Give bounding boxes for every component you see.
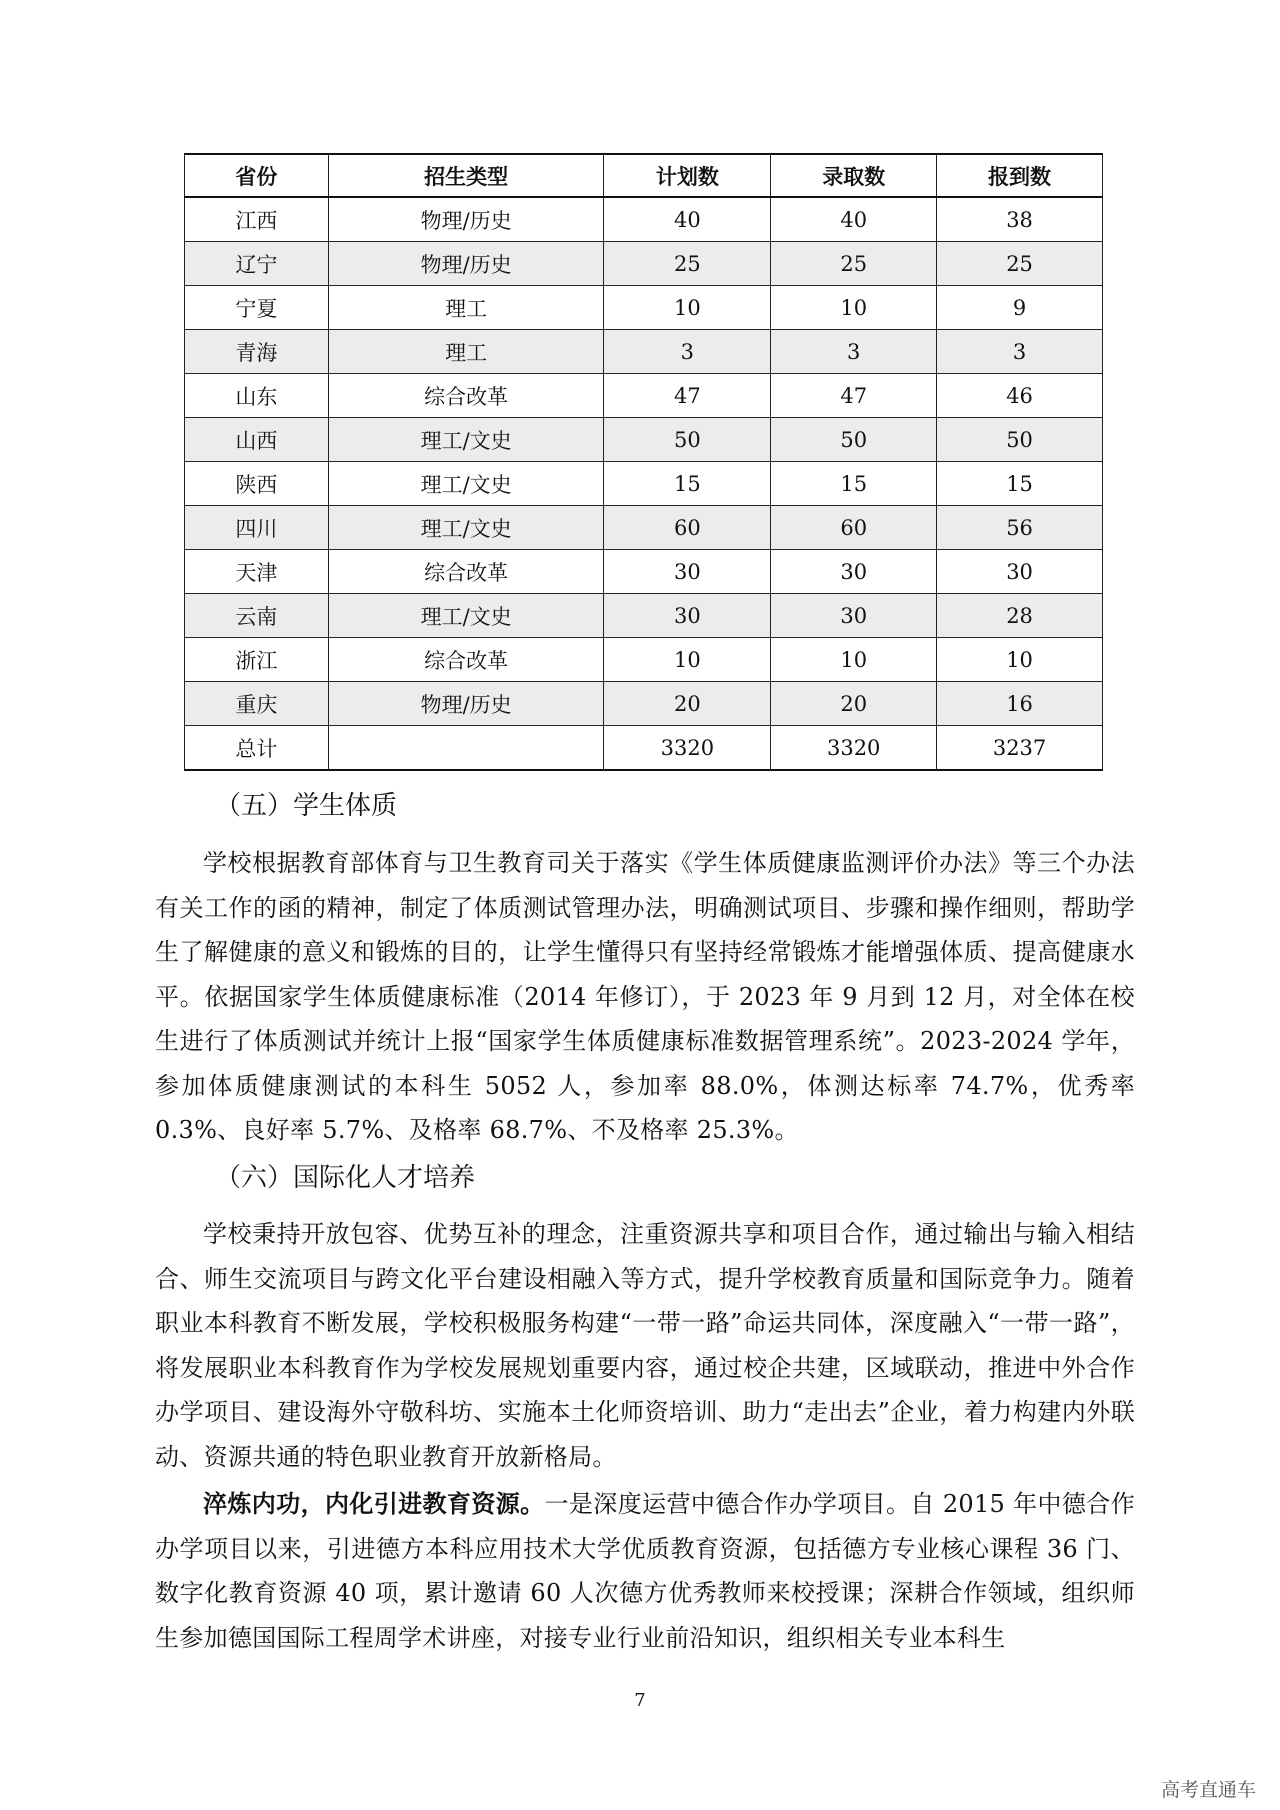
cell-type: 理工/文史 <box>328 506 604 550</box>
cell-plan: 15 <box>604 462 771 506</box>
cell-plan: 3 <box>604 330 771 374</box>
cell-province: 总计 <box>185 726 329 771</box>
cell-plan: 47 <box>604 374 771 418</box>
cell-province: 山东 <box>185 374 329 418</box>
cell-plan: 30 <box>604 550 771 594</box>
cell-admitted: 25 <box>771 242 937 286</box>
cell-admitted: 10 <box>771 638 937 682</box>
cell-province: 宁夏 <box>185 286 329 330</box>
cell-type: 物理/历史 <box>328 682 604 726</box>
cell-admitted: 30 <box>771 550 937 594</box>
cell-province: 辽宁 <box>185 242 329 286</box>
table-row <box>185 418 1103 462</box>
paragraph-international: 学校秉持开放包容、优势互补的理念，注重资源共享和项目合作，通过输出与输入相结合、师生交流项目与跨文化平台建设相融入等方式，提升学校教育质量和国际竞争力。随着职业本科教育不断发展，学校积极服务构建“一带一路”命运共同体，深度融入“一带一路”，将发展职业本科教育作为学校发展规划重要内容，通过校企共建，区域联动，推进中外合作办学项目、建设海外守敬科坊、实施本土化师资培训、助力“走出去”企业，着力构建内外联动、资源共通的特色职业教育开放新格局。 <box>155 1220 1135 1471</box>
table-row <box>185 550 1103 594</box>
cell-province: 重庆 <box>185 682 329 726</box>
cell-province: 云南 <box>185 594 329 638</box>
table-row <box>185 682 1103 726</box>
cell-registered: 9 <box>937 286 1103 330</box>
cell-province: 浙江 <box>185 638 329 682</box>
cell-type: 理工 <box>328 330 604 374</box>
cell-registered: 30 <box>937 550 1103 594</box>
cell-plan: 60 <box>604 506 771 550</box>
cell-plan: 10 <box>604 286 771 330</box>
cell-plan: 40 <box>604 197 771 242</box>
cell-type: 理工 <box>328 286 604 330</box>
cell-registered: 10 <box>937 638 1103 682</box>
cell-plan: 10 <box>604 638 771 682</box>
header-type: 招生类型 <box>328 154 604 197</box>
cell-admitted: 15 <box>771 462 937 506</box>
section-heading-physique: （五）学生体质 <box>215 791 398 821</box>
cell-province: 山西 <box>185 418 329 462</box>
cell-type: 理工/文史 <box>328 462 604 506</box>
cell-registered: 25 <box>937 242 1103 286</box>
table-header-row <box>185 154 1103 197</box>
cell-type: 物理/历史 <box>328 242 604 286</box>
header-registered: 报到数 <box>937 154 1103 197</box>
table-row <box>185 594 1103 638</box>
cell-type <box>328 726 604 771</box>
cell-province: 陕西 <box>185 462 329 506</box>
header-province: 省份 <box>185 154 329 197</box>
cell-admitted: 47 <box>771 374 937 418</box>
header-admitted: 录取数 <box>771 154 937 197</box>
table-row <box>185 197 1103 242</box>
cell-province: 江西 <box>185 197 329 242</box>
cell-admitted: 50 <box>771 418 937 462</box>
cell-registered: 15 <box>937 462 1103 506</box>
table-row <box>185 242 1103 286</box>
cell-plan: 30 <box>604 594 771 638</box>
cell-plan: 3320 <box>604 726 771 771</box>
paragraph-physique: 学校根据教育部体育与卫生教育司关于落实《学生体质健康监测评价办法》等三个办法有关工作的函的精神，制定了体质测试管理办法，明确测试项目、步骤和操作细则，帮助学生了解健康的意义和锻炼的目的，让学生懂得只有坚持经常锻炼才能增强体质、提高健康水平。依据国家学生体质健康标准（2014 年修订），于 2023 年 9 月到 12 月，对全体在校生进行了体质测试并统计上报“国家学生体质健康标准数据管理系统”。2023-2024 学年，参加体质健康测试的本科生 5052 人，参加率 88.0%，体测达标率 74.7%，优秀率 0.3%、良好率 5.7%、及格率 68.7%、不及格率 25.3%。 <box>155 849 1135 1144</box>
cell-admitted: 60 <box>771 506 937 550</box>
cell-plan: 50 <box>604 418 771 462</box>
page-number: 7 <box>634 1690 646 1711</box>
cell-registered: 38 <box>937 197 1103 242</box>
cell-admitted: 20 <box>771 682 937 726</box>
watermark: 高考直通车 <box>1160 1779 1256 1801</box>
table-row <box>185 330 1103 374</box>
cell-admitted: 40 <box>771 197 937 242</box>
table-row <box>185 506 1103 550</box>
cell-province: 天津 <box>185 550 329 594</box>
cell-plan: 20 <box>604 682 771 726</box>
paragraph-body: 一是深度运营中德合作办学项目。自 2015 年中德合作办学项目以来，引进德方本科应用技术大学优质教育资源，包括德方专业核心课程 36 门、数字化教育资源 40 项，累计邀请 60 人次德方优秀教师来校授课；深耕合作领域，组织师生参加德国国际工程周学术讲座，对接专业行业前沿知识，组织相关专业本科生 <box>155 1490 1136 1652</box>
table-row <box>185 462 1103 506</box>
paragraph-lead: 淬炼内功，内化引进教育资源。 <box>203 1489 545 1518</box>
paragraph-resources <box>155 1482 1135 1660</box>
cell-type: 综合改革 <box>328 638 604 682</box>
cell-type: 物理/历史 <box>328 197 604 242</box>
cell-registered: 56 <box>937 506 1103 550</box>
cell-registered: 3237 <box>937 726 1103 771</box>
enrollment-table <box>184 153 1103 771</box>
cell-type: 理工/文史 <box>328 418 604 462</box>
cell-province: 四川 <box>185 506 329 550</box>
cell-admitted: 30 <box>771 594 937 638</box>
cell-admitted: 3320 <box>771 726 937 771</box>
section-heading-international: （六）国际化人才培养 <box>215 1163 476 1193</box>
cell-registered: 46 <box>937 374 1103 418</box>
cell-type: 综合改革 <box>328 374 604 418</box>
cell-registered: 16 <box>937 682 1103 726</box>
cell-admitted: 10 <box>771 286 937 330</box>
cell-type: 综合改革 <box>328 550 604 594</box>
header-plan: 计划数 <box>604 154 771 197</box>
cell-plan: 25 <box>604 242 771 286</box>
table-row <box>185 374 1103 418</box>
table-row <box>185 286 1103 330</box>
table-row <box>185 638 1103 682</box>
cell-type: 理工/文史 <box>328 594 604 638</box>
cell-province: 青海 <box>185 330 329 374</box>
cell-registered: 28 <box>937 594 1103 638</box>
cell-registered: 3 <box>937 330 1103 374</box>
cell-admitted: 3 <box>771 330 937 374</box>
cell-registered: 50 <box>937 418 1103 462</box>
table-row <box>185 726 1103 771</box>
